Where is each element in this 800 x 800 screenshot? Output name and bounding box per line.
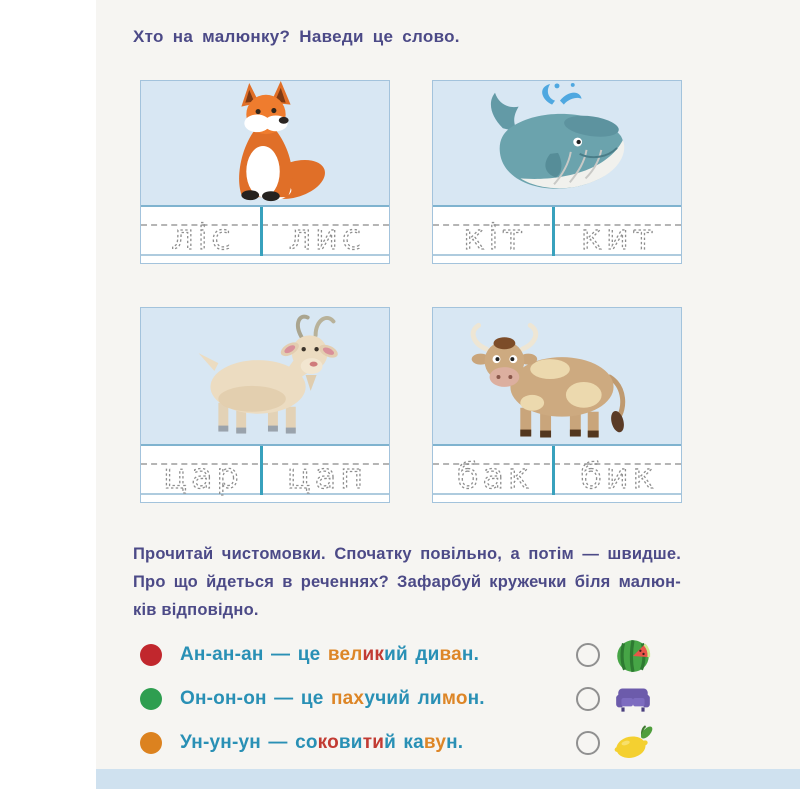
task1-title: Хто на малюнку? Наведи це слово. bbox=[133, 27, 460, 46]
svg-text:кіт: кіт bbox=[463, 218, 527, 258]
svg-text:цап: цап bbox=[286, 457, 368, 497]
trace-word-lys[interactable] bbox=[265, 205, 389, 263]
svg-text:цар: цар bbox=[163, 457, 243, 497]
tongue-twister-row-on bbox=[133, 682, 763, 716]
sentence-segment: н. bbox=[446, 732, 464, 753]
sentence-segment: пах bbox=[330, 688, 365, 709]
sentence-segment: Он-он-он — це bbox=[180, 688, 331, 709]
sentence-segment: ви bbox=[338, 732, 363, 753]
svg-text:лис: лис bbox=[288, 218, 366, 258]
sentence-segment: ву bbox=[423, 732, 447, 753]
trace-word-bak[interactable] bbox=[433, 444, 557, 502]
tongue-twister-row-an bbox=[133, 638, 763, 672]
trace-word-kit-i[interactable] bbox=[433, 205, 557, 263]
trace-field-fox[interactable] bbox=[141, 205, 389, 263]
goat-illustration bbox=[141, 308, 389, 444]
card-whale bbox=[432, 80, 682, 264]
workbook-page bbox=[96, 0, 800, 789]
trace-word-lis-i[interactable] bbox=[141, 205, 265, 263]
instruction-line: Прочитай чистомовки. Спочатку повільно, а потім — швидше. bbox=[133, 545, 681, 563]
instruction-line: Про що йдеться в реченнях? Зафарбуй кружечки біля малюн- bbox=[133, 573, 681, 591]
trace-word-tsar[interactable] bbox=[141, 444, 265, 502]
task2-instructions bbox=[133, 540, 681, 624]
sofa-icon bbox=[613, 679, 653, 719]
trace-word-kyt[interactable] bbox=[557, 205, 681, 263]
card-bull bbox=[432, 307, 682, 503]
trace-word-tsap[interactable] bbox=[265, 444, 389, 502]
sentence-segment: Ун-ун-ун — со bbox=[180, 732, 318, 753]
fox-illustration bbox=[141, 81, 389, 205]
sentence-segment: н. bbox=[461, 644, 480, 665]
sentence-segment: Ан-ан-ан — це bbox=[180, 644, 328, 665]
sentence-segment: й ка bbox=[384, 732, 424, 753]
sentence-text bbox=[180, 726, 463, 760]
sentence-segment: н. bbox=[467, 688, 485, 709]
trace-word-byk[interactable] bbox=[557, 444, 681, 502]
tongue-twister-row-un bbox=[133, 726, 763, 760]
sentence-segment: ти bbox=[362, 732, 385, 753]
orange-bullet-circle bbox=[140, 732, 162, 754]
answer-circle-sofa[interactable] bbox=[576, 687, 600, 711]
whale-illustration bbox=[433, 81, 681, 205]
watermelon-icon bbox=[613, 635, 653, 675]
sentence-segment: ва bbox=[439, 644, 462, 665]
bull-illustration bbox=[433, 308, 681, 444]
svg-text:кит: кит bbox=[580, 218, 658, 258]
sentence-text bbox=[180, 638, 479, 672]
sentence-text bbox=[180, 682, 485, 716]
red-bullet-circle bbox=[140, 644, 162, 666]
sentence-segment: ий ди bbox=[384, 644, 440, 665]
lemon-icon bbox=[613, 723, 653, 763]
instruction-line: ків відповідно. bbox=[133, 601, 259, 619]
answer-circle-lemon[interactable] bbox=[576, 731, 600, 755]
sentence-segment: ик bbox=[362, 644, 385, 665]
sentence-segment: ко bbox=[317, 732, 339, 753]
svg-text:бак: бак bbox=[456, 457, 534, 497]
sentence-segment: мо bbox=[441, 688, 468, 709]
trace-field-whale[interactable] bbox=[433, 205, 681, 263]
card-goat bbox=[140, 307, 390, 503]
card-fox bbox=[140, 80, 390, 264]
footer-band bbox=[96, 769, 800, 789]
trace-field-bull[interactable] bbox=[433, 444, 681, 502]
answer-circle-watermelon[interactable] bbox=[576, 643, 600, 667]
sentence-segment: учий ли bbox=[364, 688, 442, 709]
sentence-segment: вел bbox=[327, 644, 363, 665]
trace-cards-grid bbox=[140, 80, 726, 503]
svg-text:ліс: ліс bbox=[171, 218, 235, 258]
green-bullet-circle bbox=[140, 688, 162, 710]
trace-field-goat[interactable] bbox=[141, 444, 389, 502]
svg-text:бик: бик bbox=[580, 457, 658, 497]
